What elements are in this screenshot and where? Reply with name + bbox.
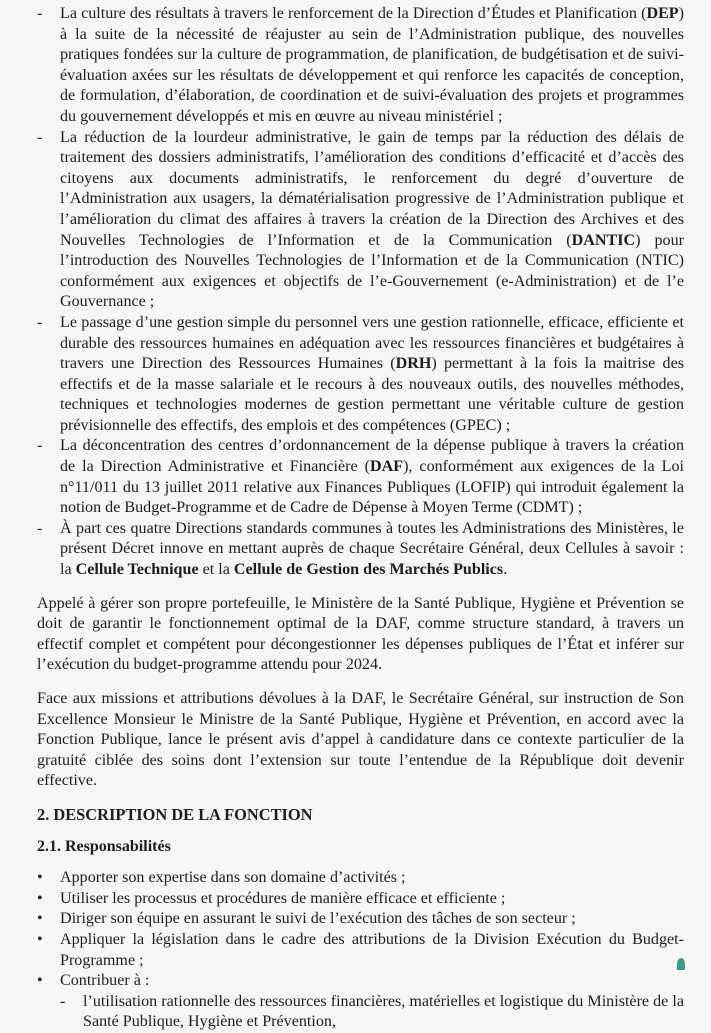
responsibility-item bbox=[37, 930, 684, 971]
dash-marker: - bbox=[37, 128, 43, 146]
spacer bbox=[37, 676, 684, 689]
responsibility-text: Apporter son expertise dans son domaine d’activités ; bbox=[60, 869, 406, 887]
list-item-daf bbox=[37, 436, 684, 518]
list-item-text: Le passage d’une gestion simple du personnel vers une gestion rationnelle, efficace, efficiente et durable des ressources humaines en adéquation avec les ressources financières et budgétaires à travers une Direction des Ressources Humaines ( bbox=[60, 313, 684, 373]
list-item-cellules bbox=[37, 519, 684, 581]
list-item-text: La réduction de la lourdeur administrative, le gain de temps par la réduction des délais de traitement des dossiers administratifs, l’amélioration des conditions d’efficacité et d’accès des citoyens aux documents administratifs, le renforcement du degré d’ouverture de l’Administration aux usagers, la dématérialisation progressive de l’Administration publique et l’amélioration du climat des affaires à travers la création de la Direction des Archives et des Nouvelles Technologies de l’Information et de la Communication ( bbox=[60, 128, 684, 249]
acronym-dep: DEP bbox=[646, 5, 679, 22]
dash-marker: - bbox=[37, 313, 43, 331]
responsibility-text: Utiliser les processus et procédures de manière efficace et efficiente ; bbox=[60, 889, 506, 907]
dash-marker: - bbox=[37, 437, 43, 455]
paragraph-portefeuille: Appelé à gérer son propre portefeuille, le Ministère de la Santé Publique, Hygiène et Prévention se doit de garantir le fonctionnement optimal de la DAF, comme structure standard, à travers un effectif complet et compétent pour décongestionner les dépenses publiques de l’État et inférer sur l’exécution du budget-programme attendu pour 2024. bbox=[37, 594, 684, 674]
responsibility-text: Contribuer à : bbox=[60, 972, 150, 990]
spacer bbox=[37, 826, 684, 837]
bullet-marker: • bbox=[37, 972, 43, 990]
list-item-text: . bbox=[503, 561, 508, 579]
list-item-text: ) permettant à la fois la maitrise des effectifs et de la masse salariale et le recours à des nouveaux outils, des nouvelles méthodes, techniques et technologies modernes de gestion permettant une véritable culture de gestion prévisionnelle des effectifs, des emplois et des compétences (GPEC) ; bbox=[60, 355, 684, 434]
contribute-sublist bbox=[60, 992, 684, 1033]
responsibility-text: Diriger son équipe en assurant le suivi de l’exécution des tâches de son secteur ; bbox=[60, 910, 576, 928]
list-item-text: La culture des résultats à travers le renforcement de la Direction d’Études et Planification ( bbox=[60, 5, 647, 22]
responsibility-item bbox=[37, 889, 684, 910]
spacer bbox=[37, 857, 684, 868]
list-item-text: ) pour l’introduction des Nouvelles Technologies de l’Information et de la Communication (NTIC) conformément aux exigences et objectifs de l’e-Gouvernement (e-Administration) et de l’e Gouvernance ; bbox=[60, 231, 684, 311]
bullet-marker: • bbox=[37, 889, 43, 907]
responsibilities-list bbox=[37, 868, 684, 1033]
list-item-dantic bbox=[37, 128, 684, 313]
bullet-marker: • bbox=[37, 930, 43, 948]
list-item-text: La déconcentration des centres d’ordonnancement de la dépense publique à travers la création de la Direction Administrative et Financière ( bbox=[60, 437, 684, 476]
dash-marker: - bbox=[37, 5, 43, 22]
responsibility-item bbox=[37, 868, 684, 889]
directions-list bbox=[37, 4, 684, 581]
responsibility-item bbox=[37, 971, 684, 1033]
bullet-marker: • bbox=[37, 869, 43, 887]
spacer bbox=[37, 581, 684, 594]
contribute-item bbox=[60, 992, 684, 1033]
responsibility-item bbox=[37, 909, 684, 930]
list-item-drh bbox=[37, 313, 684, 437]
acronym-drh: DRH bbox=[395, 355, 432, 373]
page-corner-mark bbox=[677, 958, 685, 970]
paragraph-missions: Face aux missions et attributions dévolues à la DAF, le Secrétaire Général, sur instruction de Son Excellence Monsieur le Ministre de la Santé Publique, Hygiène et Prévention, en accord avec la Fonction Publique, lance le présent avis d’appel à candidature dans ce contexte particulier de la gratuité ciblée des soins dont l’extension sur toute l’entendue de la République doit devenir effective. bbox=[37, 690, 684, 790]
list-item-text: ) à la suite de la nécessité de réajuster au sein de l’Administration publique, des nouvelles pratiques fondées sur la culture de programmation, de planification, de budgétisation et de suivi-évaluation axées sur les résultats de développement et qui renforce les capacités de conception, de formulation, d’élaboration, de coordination et de suivi-évaluation des projets et programmes du gouvernement développés et mis en œuvre au niveau ministériel ; bbox=[60, 5, 684, 125]
responsibility-text: Appliquer la législation dans le cadre des attributions de la Division Exécution du Budget-Programme ; bbox=[60, 930, 684, 969]
list-item-text: ), conformément aux exigences de la Loi n°11/011 du 13 juillet 2011 relative aux Finances Publiques (LOFIP) qui introduit également la notion de Budget-Programme et de Cadre de Dépense à Moyen Terme (CDMT) ; bbox=[60, 458, 684, 517]
acronym-daf: DAF bbox=[369, 458, 404, 476]
dash-marker: - bbox=[37, 519, 43, 537]
bullet-marker: • bbox=[37, 910, 43, 928]
section-title: 2. DESCRIPTION DE LA FONCTION bbox=[37, 804, 313, 824]
acronym-dantic: DANTIC bbox=[571, 231, 636, 249]
cellule-technique: Cellule Technique bbox=[75, 561, 199, 579]
list-item-text: À part ces quatre Directions standards communes à toutes les Administrations des Ministères, le présent Décret innove en mettant auprès de chaque Secrétaire Général, deux Cellules à savoir : la bbox=[60, 519, 684, 579]
subsection-title: 2.1. Responsabilités bbox=[37, 837, 171, 855]
spacer bbox=[37, 792, 684, 805]
list-item-dep bbox=[37, 4, 684, 128]
dash-marker: - bbox=[60, 992, 66, 1010]
contribute-text: l’utilisation rationnelle des ressources financières, matérielles et logistique du Ministère de la Santé Publique, Hygiène et Prévention, bbox=[83, 992, 684, 1031]
cellule-marches-publics: Cellule de Gestion des Marchés Publics bbox=[233, 561, 504, 579]
list-item-text: et la bbox=[198, 561, 234, 579]
